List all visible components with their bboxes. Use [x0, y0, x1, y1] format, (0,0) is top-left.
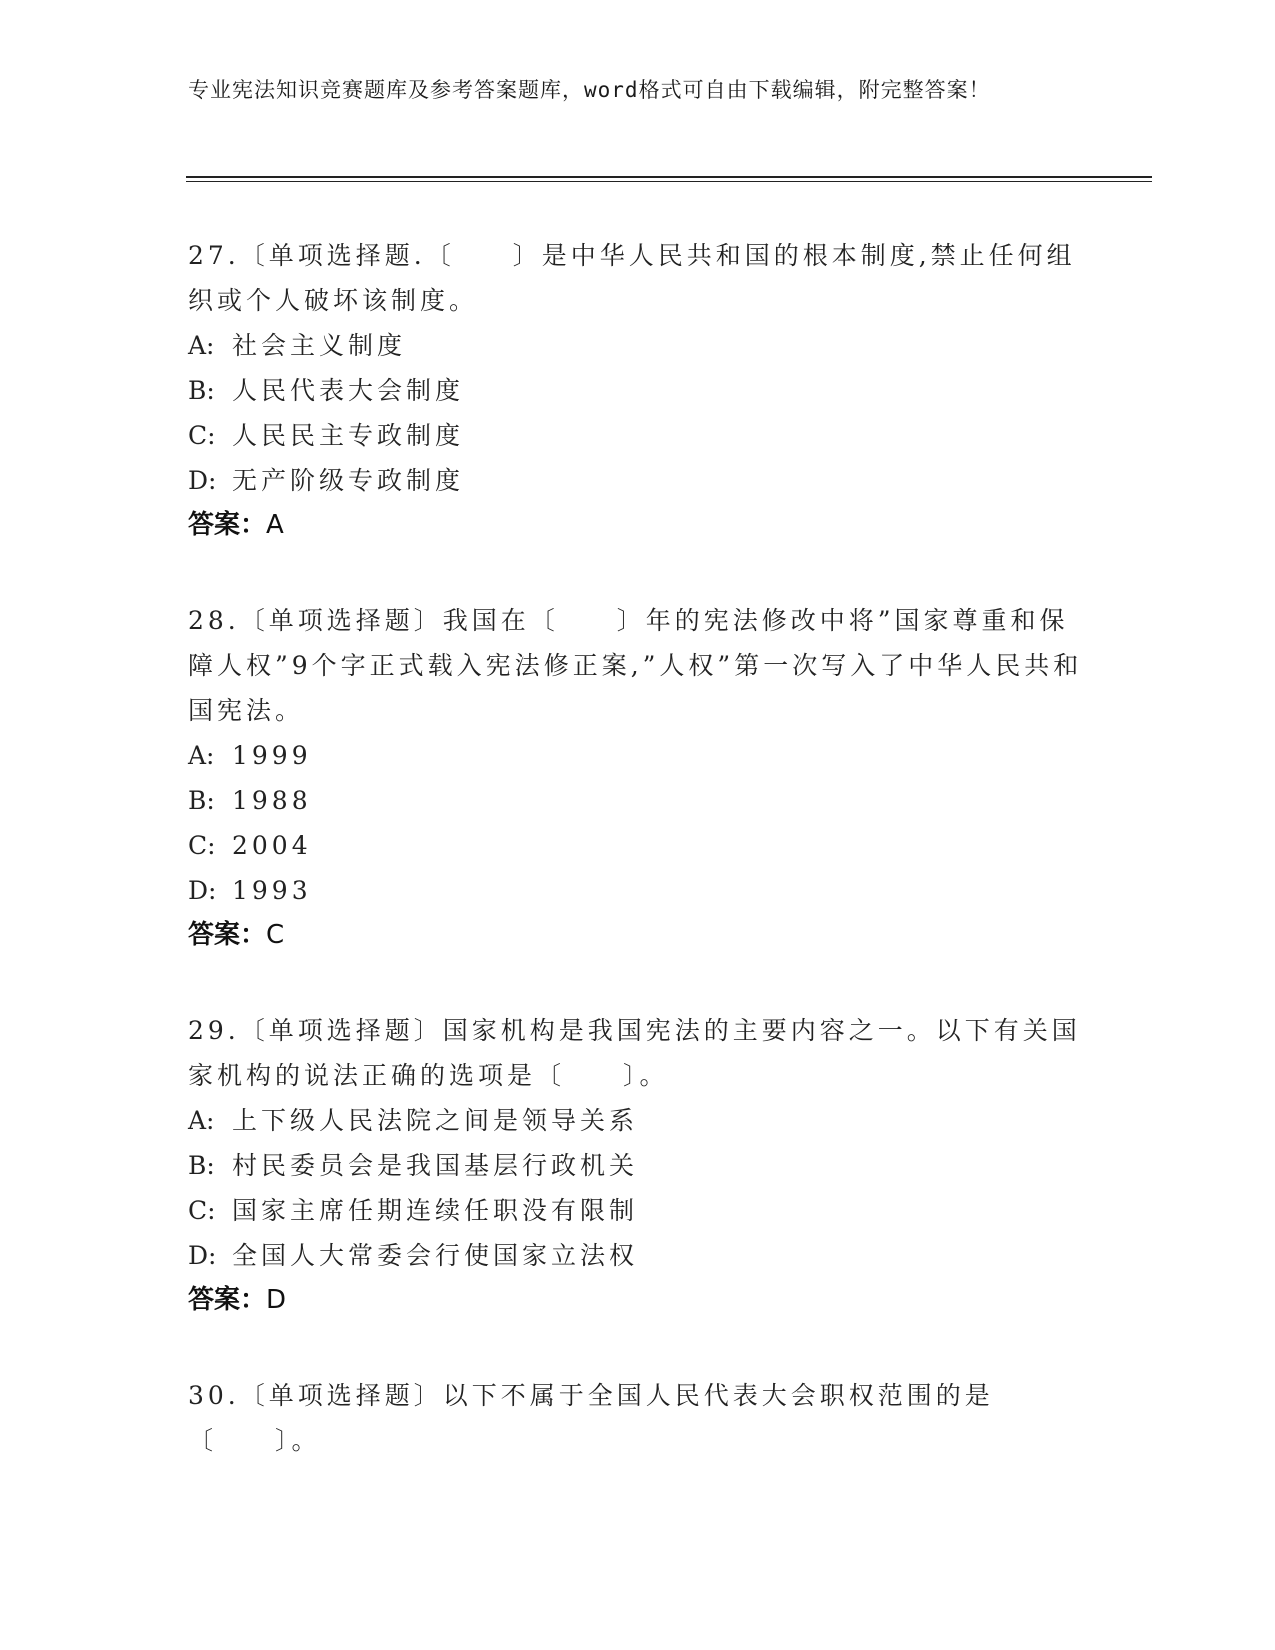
question-29: [188, 1008, 1088, 1323]
option-text: 社会主义制度: [232, 331, 407, 360]
option-text: 国家主席任期连续任职没有限制: [232, 1196, 639, 1225]
option-text: 1988: [232, 786, 312, 815]
option-b: [188, 368, 1088, 413]
answer-value: D: [266, 1285, 287, 1315]
answer-line: [188, 503, 1088, 548]
option-key: C:: [188, 831, 216, 860]
option-key: A:: [188, 741, 215, 770]
answer-label: 答案：: [188, 1285, 267, 1315]
header-divider: [186, 176, 1152, 182]
option-a: [188, 323, 1088, 368]
option-text: 1999: [232, 741, 312, 770]
option-key: D:: [188, 1241, 217, 1270]
answer-line: [188, 1278, 1088, 1323]
option-text: 1993: [232, 876, 312, 905]
option-b: [188, 1143, 1088, 1188]
option-c: [188, 823, 1088, 868]
option-key: B:: [188, 1151, 215, 1180]
option-b: [188, 778, 1088, 823]
option-c: [188, 1188, 1088, 1233]
option-key: B:: [188, 786, 215, 815]
question-30: [188, 1373, 1088, 1463]
answer-label: 答案：: [188, 920, 267, 950]
question-27: [188, 233, 1088, 548]
option-text: 人民代表大会制度: [232, 376, 465, 405]
option-d: [188, 1233, 1088, 1278]
answer-line: [188, 913, 1088, 958]
option-text: 全国人大常委会行使国家立法权: [232, 1241, 639, 1270]
question-28: [188, 598, 1088, 958]
option-text: 2004: [232, 831, 312, 860]
document-header: 专业宪法知识竞赛题库及参考答案题库，word格式可自由下载编辑，附完整答案！: [188, 78, 991, 102]
option-a: [188, 1098, 1088, 1143]
option-text: 人民民主专政制度: [232, 421, 465, 450]
option-a: [188, 733, 1088, 778]
option-text: 上下级人民法院之间是领导关系: [232, 1106, 639, 1135]
question-stem: 29.〔单项选择题〕国家机构是我国宪法的主要内容之一。以下有关国家机构的说法正确的选项是〔 〕。: [188, 1016, 1081, 1090]
answer-value: A: [266, 510, 284, 540]
question-stem: 27.〔单项选择题.〔 〕是中华人民共和国的根本制度,禁止任何组织或个人破坏该制度。: [188, 241, 1076, 315]
option-key: D:: [188, 876, 217, 905]
option-c: [188, 413, 1088, 458]
option-d: [188, 458, 1088, 503]
question-stem: 30.〔单项选择题〕以下不属于全国人民代表大会职权范围的是〔 〕。: [188, 1381, 994, 1455]
option-text: 无产阶级专政制度: [232, 466, 465, 495]
option-key: C:: [188, 421, 216, 450]
question-list: [188, 233, 1088, 1513]
option-key: B:: [188, 376, 215, 405]
option-key: A:: [188, 1106, 215, 1135]
option-key: A:: [188, 331, 215, 360]
option-key: D:: [188, 466, 217, 495]
answer-label: 答案：: [188, 510, 267, 540]
question-stem: 28.〔单项选择题〕我国在〔 〕年的宪法修改中将”国家尊重和保障人权”9个字正式载入宪法修正案,”人权”第一次写入了中华人民共和国宪法。: [188, 606, 1083, 725]
option-d: [188, 868, 1088, 913]
option-text: 村民委员会是我国基层行政机关: [232, 1151, 639, 1180]
answer-value: C: [266, 920, 285, 950]
option-key: C:: [188, 1196, 216, 1225]
